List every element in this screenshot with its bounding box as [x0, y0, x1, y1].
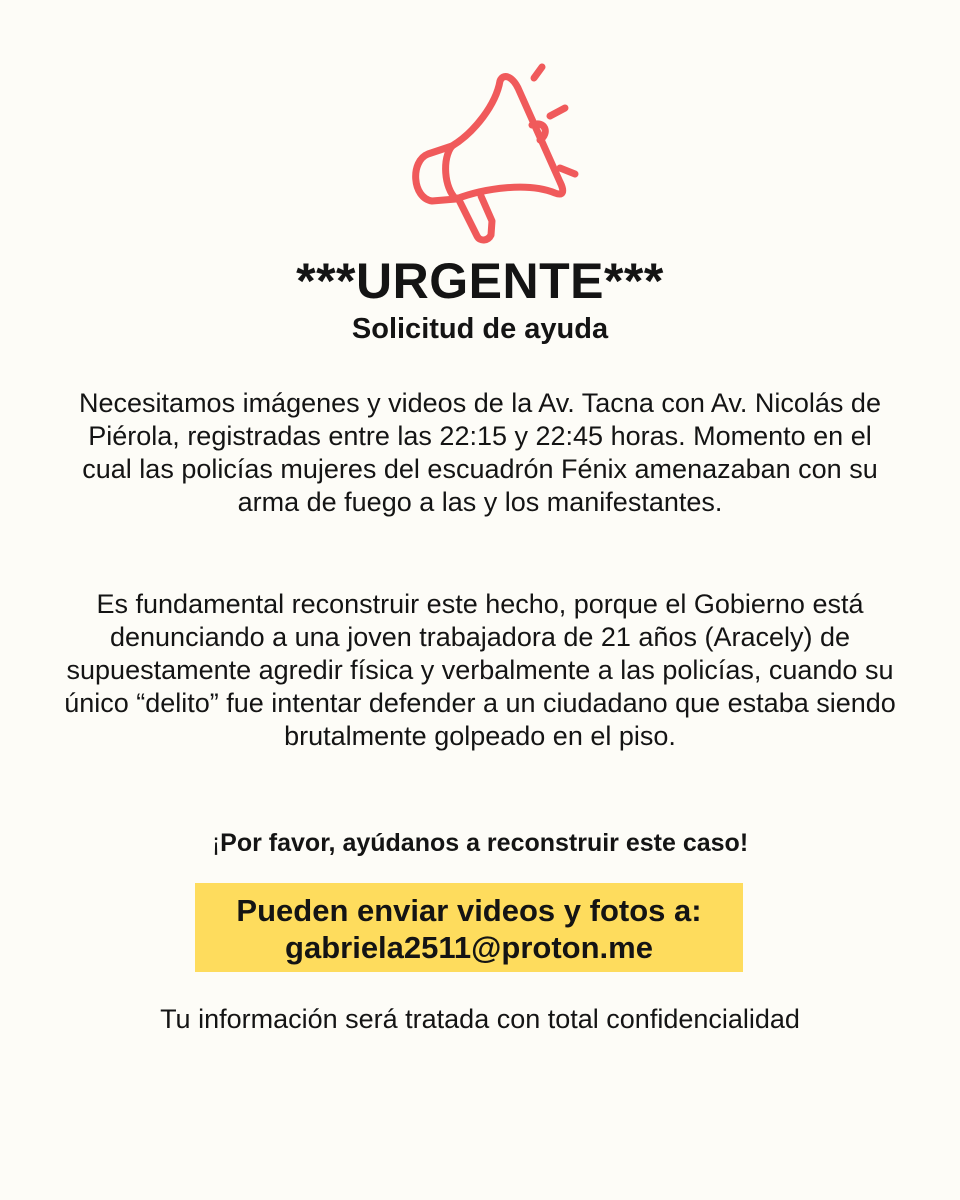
opening-exclamation: ¡: [211, 829, 221, 857]
contact-label: Pueden enviar videos y fotos a:: [236, 893, 702, 928]
page-subtitle: Solicitud de ayuda: [351, 313, 609, 345]
contact-email[interactable]: gabriela2511@proton.me: [285, 930, 653, 965]
contact-box: [195, 883, 743, 972]
page-title: ***URGENTE***: [296, 253, 664, 309]
megaphone-icon: [400, 58, 610, 248]
call-to-action-text: Por favor, ayúdanos a reconstruir este caso!: [220, 829, 749, 857]
confidentiality-note: Tu información será tratada con total confidencialidad: [160, 1004, 800, 1034]
call-to-action: [0, 826, 960, 860]
paragraph-request: Necesitamos imágenes y videos de la Av. Tacna con Av. Nicolás de Piérola, registradas entre las 22:15 y 22:45 horas. Momento en el cual las policías mujeres del escuadrón Fénix amenazaban con su arma de fuego a las y los manifestantes.: [79, 388, 881, 517]
paragraph-context: Es fundamental reconstruir este hecho, porque el Gobierno está denunciando a una joven trabajadora de 21 años (Aracely) de supuestamente agredir física y verbalmente a las policías, cuando su único “delito” fue intentar defender a un ciudadano que estaba siendo brutalmente golpeado en el piso.: [64, 589, 896, 751]
